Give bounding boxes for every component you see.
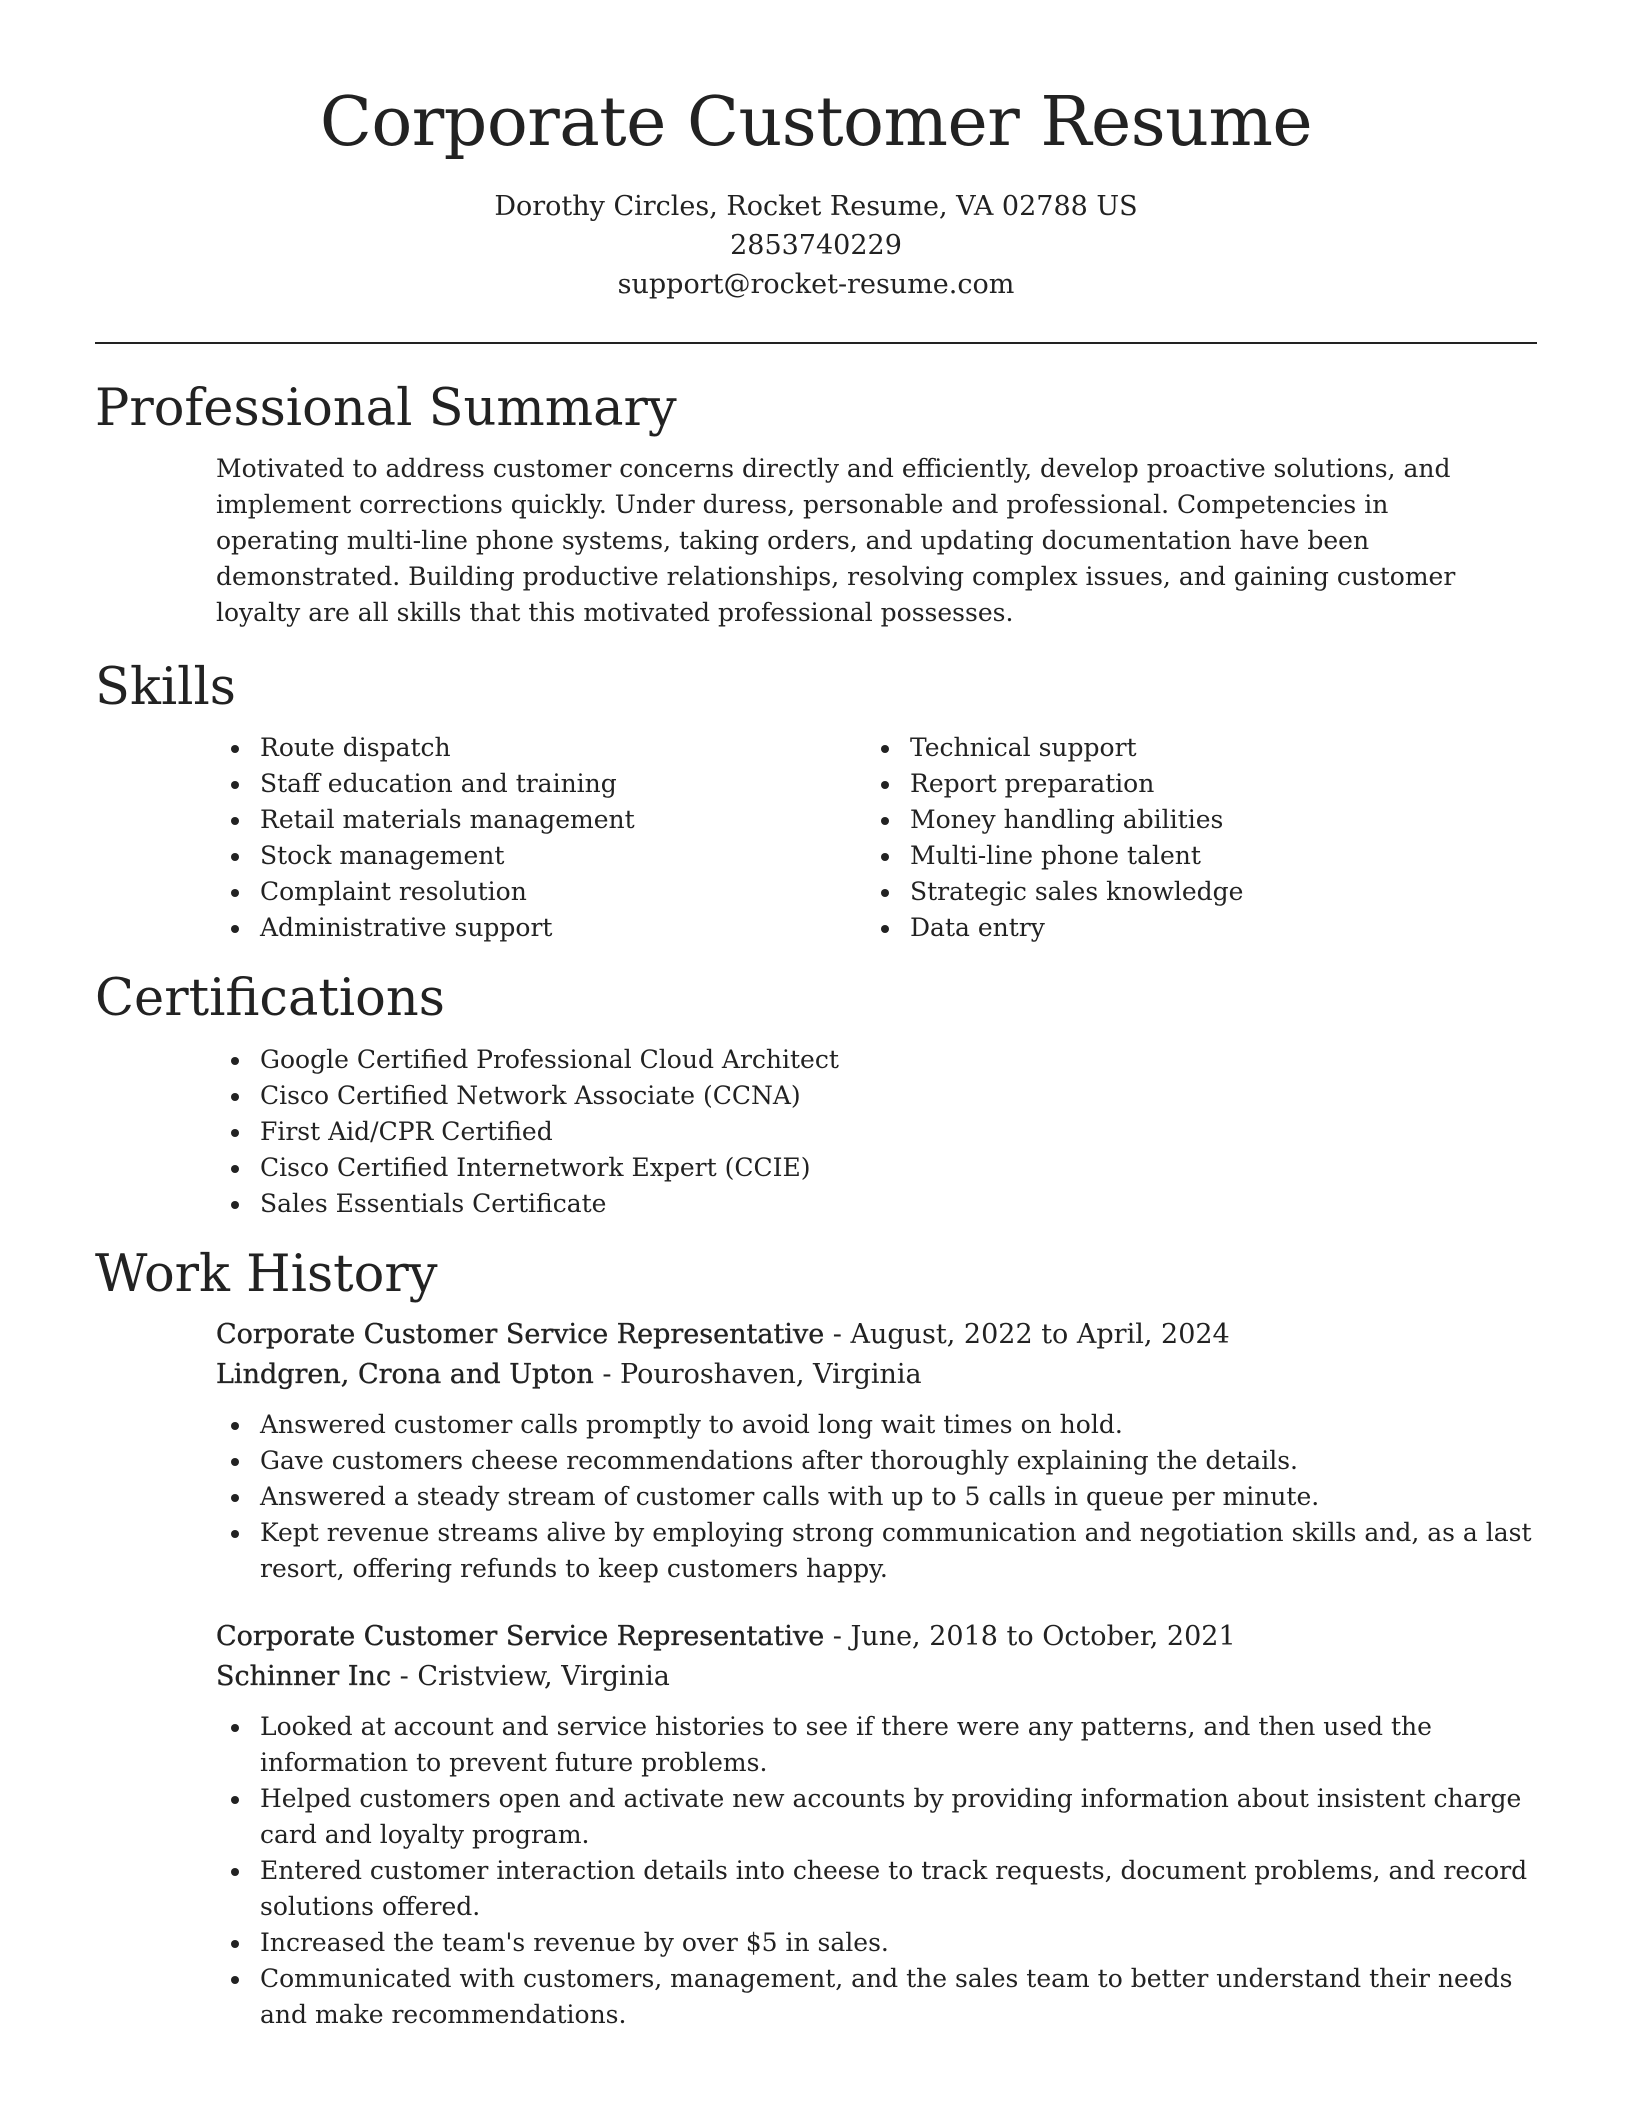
job-title: Corporate Customer Service Representative bbox=[216, 1620, 825, 1652]
job-bullet: Looked at account and service histories to see if there were any patterns, and then used the information to prevent future problems. bbox=[216, 1709, 1546, 1781]
job-bullet: Kept revenue streams alive by employing strong communication and negotiation skills and, as a last resort, offering refunds to keep customers happy. bbox=[216, 1515, 1546, 1587]
job-bullet: Gave customers cheese recommendations after thoroughly explaining the details. bbox=[216, 1443, 1546, 1479]
job-bullet: Helped customers open and activate new accounts by providing information about insistent charge card and loyalty program. bbox=[216, 1781, 1546, 1853]
job-title-line bbox=[216, 1315, 1537, 1355]
skill-item: Route dispatch bbox=[216, 730, 866, 766]
summary-heading: Professional Summary bbox=[95, 379, 677, 438]
skill-item: Multi-line phone talent bbox=[866, 838, 1516, 874]
job-bullet: Answered a steady stream of customer calls with up to 5 calls in queue per minute. bbox=[216, 1479, 1546, 1515]
job-company-line bbox=[216, 1355, 1537, 1395]
skill-item: Administrative support bbox=[216, 910, 866, 946]
skill-item: Staff education and training bbox=[216, 766, 866, 802]
skill-item: Money handling abilities bbox=[866, 802, 1516, 838]
job-location: - Pouroshaven, Virginia bbox=[593, 1358, 922, 1390]
certification-item: First Aid/CPR Certified bbox=[216, 1114, 1537, 1150]
work-history-section bbox=[95, 1244, 1537, 2033]
contact-info bbox=[0, 187, 1632, 304]
job-dates: - August, 2022 to April, 2024 bbox=[824, 1318, 1230, 1350]
skills-section bbox=[95, 657, 1537, 946]
resume-body bbox=[95, 378, 1537, 2033]
job-company-line bbox=[216, 1657, 1537, 1697]
skill-item: Retail materials management bbox=[216, 802, 866, 838]
certification-item: Google Certified Professional Cloud Architect bbox=[216, 1042, 1537, 1078]
job-bullet: Communicated with customers, management, and the sales team to better understand their needs and make recommendations. bbox=[216, 1961, 1546, 2033]
job-bullets bbox=[216, 1407, 1546, 1587]
certifications-heading: Certifications bbox=[95, 969, 445, 1029]
job-company: Schinner Inc bbox=[216, 1660, 392, 1692]
contact-address: Dorothy Circles, Rocket Resume, VA 02788 US bbox=[494, 190, 1138, 222]
skills-list-right bbox=[866, 730, 1516, 946]
resume-header bbox=[0, 0, 1632, 304]
skill-item: Complaint resolution bbox=[216, 874, 866, 910]
skill-item: Strategic sales knowledge bbox=[866, 874, 1516, 910]
job-location: - Cristview, Virginia bbox=[391, 1660, 670, 1692]
skills-grid bbox=[216, 730, 1537, 946]
job-bullet: Entered customer interaction details into cheese to track requests, document problems, and record solutions offered. bbox=[216, 1853, 1546, 1925]
certification-item: Sales Essentials Certificate bbox=[216, 1186, 1537, 1222]
job-dates: - June, 2018 to October, 2021 bbox=[824, 1620, 1236, 1652]
job-entry bbox=[216, 1617, 1537, 2033]
contact-phone: 2853740229 bbox=[730, 229, 902, 261]
job-title-line bbox=[216, 1617, 1537, 1657]
job-bullet: Increased the team's revenue by over $5 in sales. bbox=[216, 1925, 1546, 1961]
certification-item: Cisco Certified Network Associate (CCNA) bbox=[216, 1078, 1537, 1114]
certifications-section bbox=[95, 968, 1537, 1221]
skill-item: Data entry bbox=[866, 910, 1516, 946]
contact-email: support@rocket-resume.com bbox=[617, 268, 1015, 300]
job-company: Lindgren, Crona and Upton bbox=[216, 1358, 594, 1390]
skill-item: Stock management bbox=[216, 838, 866, 874]
resume-title: Corporate Customer Resume bbox=[319, 83, 1313, 162]
certification-item: Cisco Certified Internetwork Expert (CCIE) bbox=[216, 1150, 1537, 1186]
skill-item: Report preparation bbox=[866, 766, 1516, 802]
skills-list-left bbox=[216, 730, 866, 946]
header-divider bbox=[95, 342, 1537, 344]
summary-text: Motivated to address customer concerns directly and efficiently, develop proactive solutions, and implement corrections quickly. Under duress, personable and professional. Competencies in operating multi-line phone systems, taking orders, and updating documentation have been demonstrated. Building productive relationships, resolving complex issues, and gaining customer loyalty are all skills that this motivated professional possesses. bbox=[216, 454, 1456, 628]
job-bullets bbox=[216, 1709, 1546, 2033]
job-entry bbox=[216, 1315, 1537, 1587]
summary-section bbox=[95, 378, 1537, 631]
work-history-heading: Work History bbox=[95, 1244, 438, 1304]
skills-heading: Skills bbox=[95, 658, 236, 718]
job-title: Corporate Customer Service Representative bbox=[216, 1318, 825, 1350]
certifications-list bbox=[216, 1042, 1537, 1222]
job-bullet: Answered customer calls promptly to avoid long wait times on hold. bbox=[216, 1407, 1546, 1443]
skill-item: Technical support bbox=[866, 730, 1516, 766]
